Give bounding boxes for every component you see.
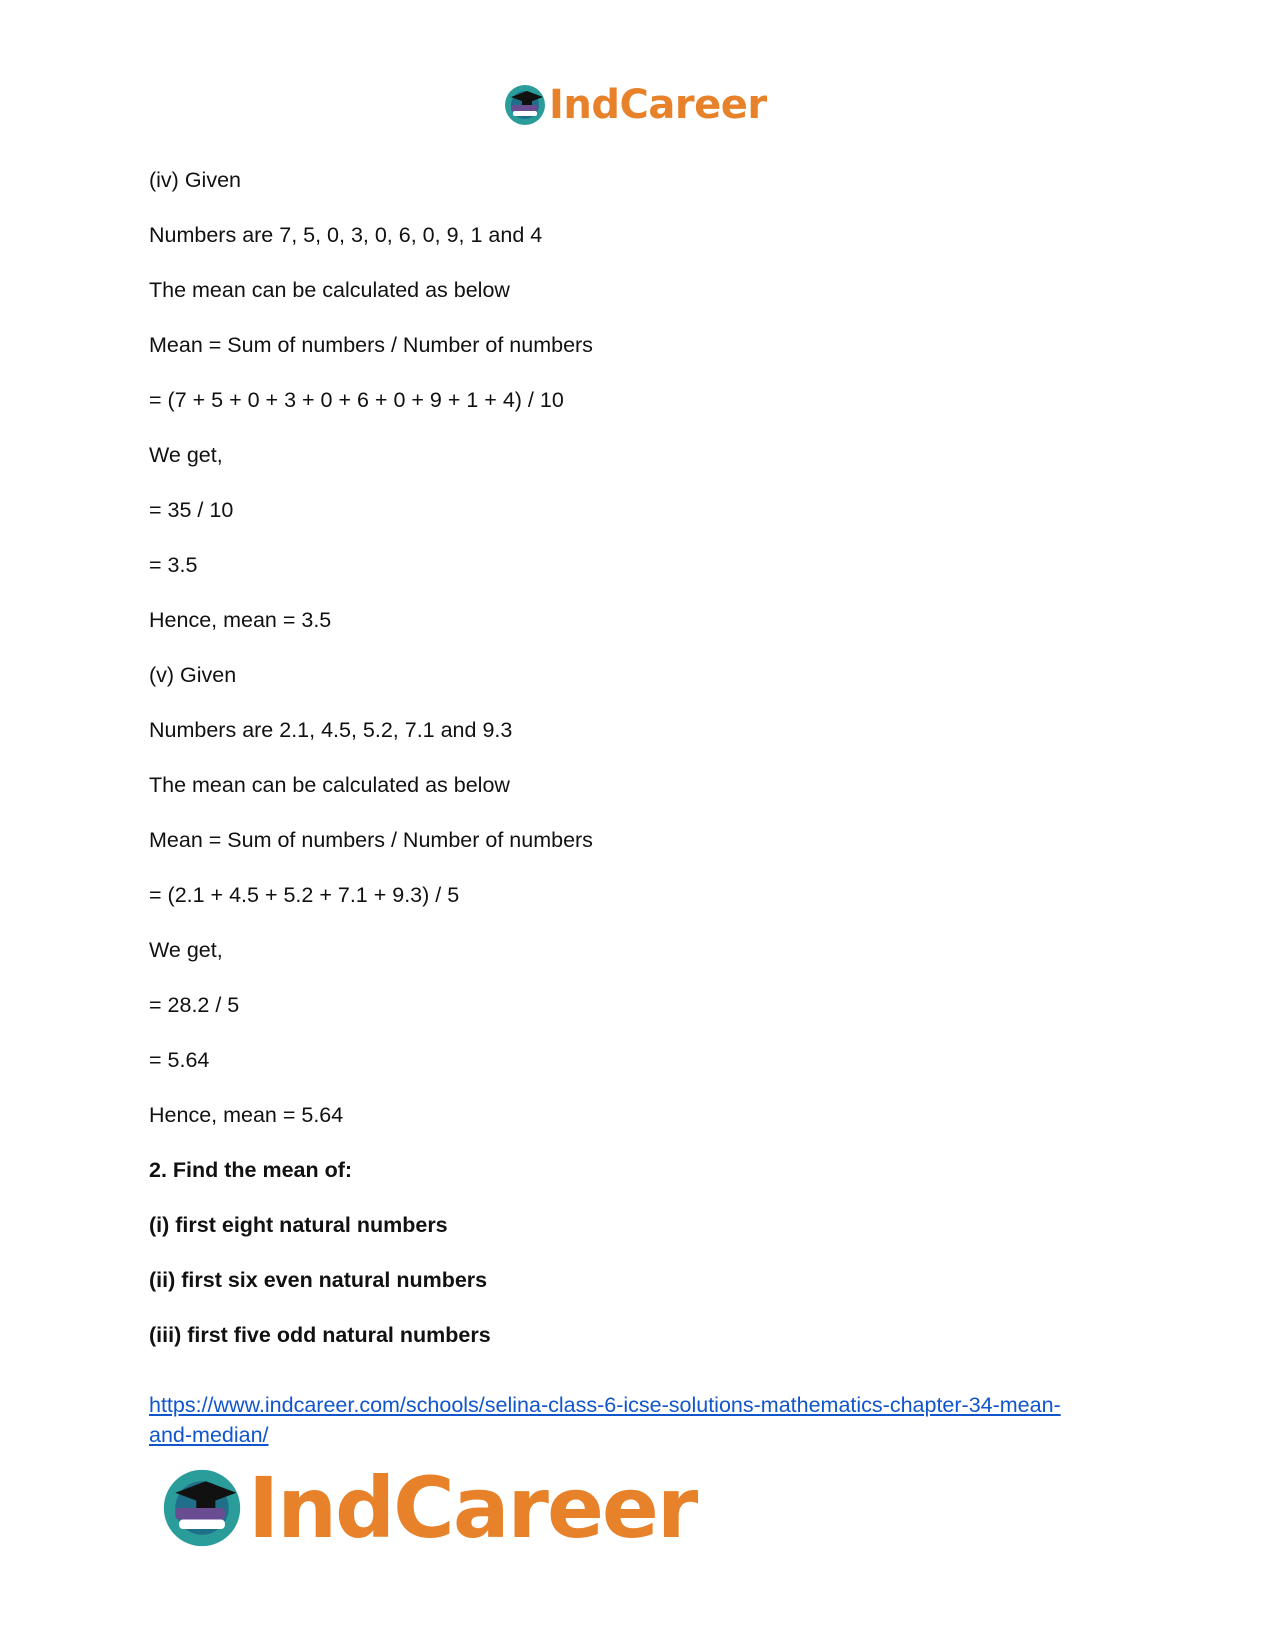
- text-line: We get,: [149, 938, 223, 962]
- header-logo-text: IndCareer: [549, 82, 767, 128]
- question-line: 2. Find the mean of:: [149, 1158, 353, 1182]
- graduation-books-icon: [503, 83, 547, 127]
- source-link[interactable]: [149, 1390, 1129, 1450]
- text-line: Numbers are 2.1, 4.5, 5.2, 7.1 and 9.3: [149, 718, 513, 742]
- question-line: (i) first eight natural numbers: [149, 1213, 448, 1237]
- text-line: (v) Given: [149, 663, 237, 687]
- question-line: (iii) first five odd natural numbers: [149, 1323, 491, 1347]
- text-line: We get,: [149, 443, 223, 467]
- question-line: (ii) first six even natural numbers: [149, 1268, 488, 1292]
- document-body: [149, 168, 1129, 1378]
- graduation-books-icon: [160, 1466, 244, 1550]
- source-link-line-1[interactable]: https://www.indcareer.com/schools/selina-class-6-icse-solutions-mathematics-chapter-34-mean-: [149, 1393, 1061, 1417]
- footer-logo-text: IndCareer: [248, 1459, 697, 1557]
- text-line: Hence, mean = 5.64: [149, 1103, 344, 1127]
- text-line: Hence, mean = 3.5: [149, 608, 332, 632]
- text-line: Mean = Sum of numbers / Number of numbers: [149, 333, 593, 357]
- text-line: Numbers are 7, 5, 0, 3, 0, 6, 0, 9, 1 and 4: [149, 223, 543, 247]
- header-logo: [503, 80, 767, 130]
- text-line: The mean can be calculated as below: [149, 773, 510, 797]
- text-line: = (7 + 5 + 0 + 3 + 0 + 6 + 0 + 9 + 1 + 4) / 10: [149, 388, 564, 412]
- source-link-line-2[interactable]: and-median/: [149, 1423, 269, 1447]
- text-line: The mean can be calculated as below: [149, 278, 510, 302]
- footer-logo: [160, 1459, 697, 1557]
- text-line: = 35 / 10: [149, 498, 234, 522]
- text-line: = (2.1 + 4.5 + 5.2 + 7.1 + 9.3) / 5: [149, 883, 460, 907]
- text-line: Mean = Sum of numbers / Number of numbers: [149, 828, 593, 852]
- text-line: (iv) Given: [149, 168, 241, 192]
- text-line: = 28.2 / 5: [149, 993, 240, 1017]
- text-line: = 3.5: [149, 553, 198, 577]
- text-line: = 5.64: [149, 1048, 210, 1072]
